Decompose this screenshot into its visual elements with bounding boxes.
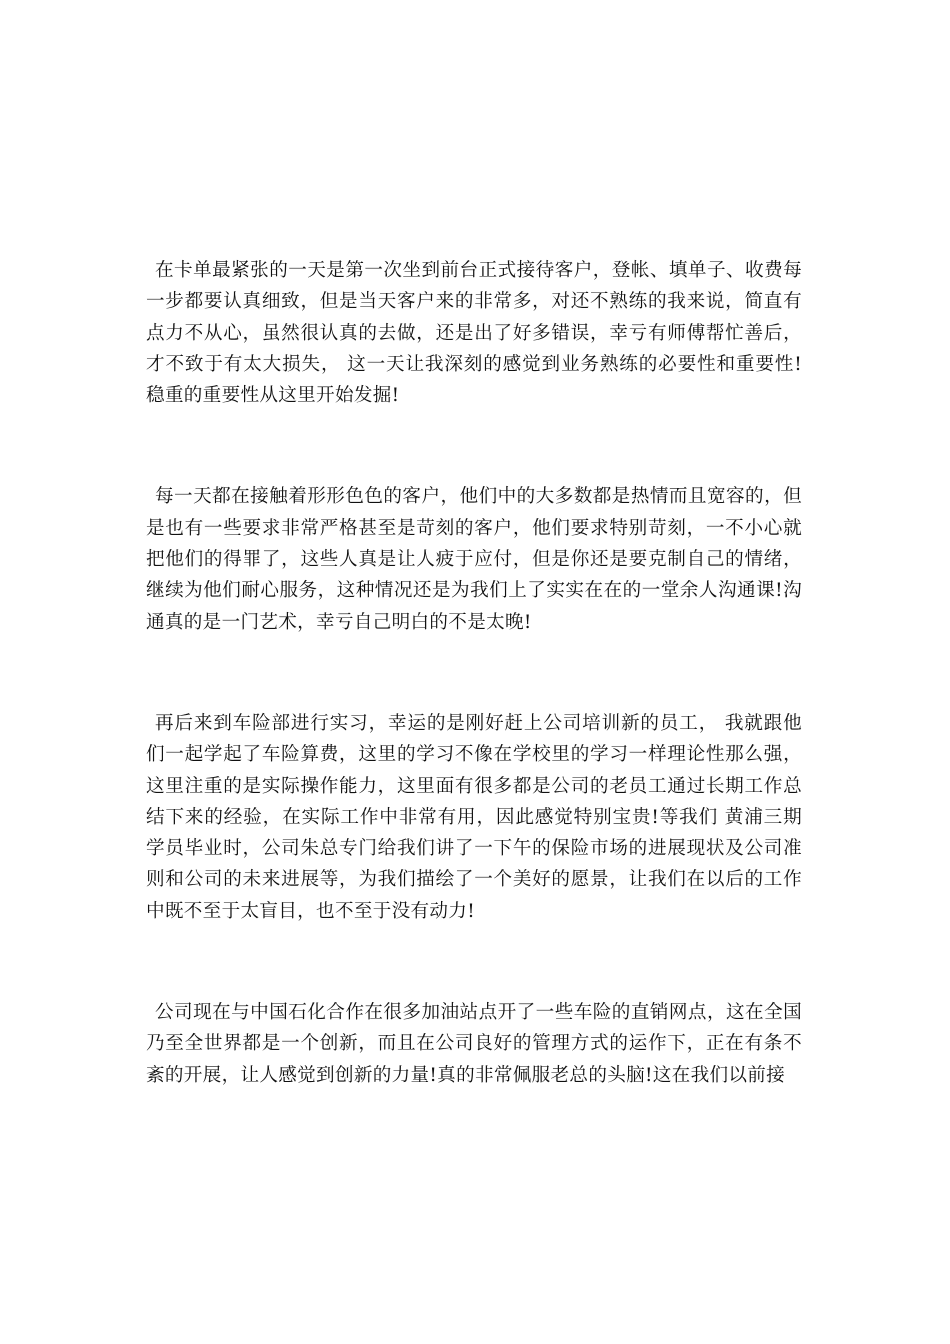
paragraph-4: 公司现在与中国石化合作在很多加油站点开了一些车险的直销网点，这在全国乃至全世界都是一个创新，而且在公司良好的管理方式的运作下，正在有条不紊的开展，让人感觉到创新的力量!真的非常佩服老总的头脑!这在我们以前接 [146, 1002, 802, 1086]
document-body [146, 255, 802, 1091]
paragraph-1: 在卡单最紧张的一天是第一次坐到前台正式接待客户，登帐、填单子、收费每一步都要认真细致，但是当天客户来的非常多，对还不熟练的我来说，简直有点力不从心，虽然很认真的去做，还是出了好多错误，幸亏有师傅帮忙善后，才不致于有太大损失， 这一天让我深刻的感觉到业务熟练的必要性和重要性!稳重的重要性从这里开始发掘! [146, 260, 802, 407]
paragraph-3: 再后来到车险部进行实习，幸运的是刚好赶上公司培训新的员工， 我就跟他们一起学起了车险算费，这里的学习不像在学校里的学习一样理论性那么强，这里注重的是实际操作能力，这里面有很多都是公司的老员工通过长期工作总结下来的经验，在实际工作中非常有用，因此感觉特别宝贵!等我们 黄浦三期学员毕业时，公司朱总专门给我们讲了一下午的保险市场的进展现状及公司准则和公司的未来进展等，为我们描绘了一个美好的愿景，让我们在以后的工作中既不至于太盲目，也不至于没有动力! [146, 712, 802, 922]
paragraph-2: 每一天都在接触着形形色色的客户，他们中的大多数都是热情而且宽容的，但是也有一些要求非常严格甚至是苛刻的客户，他们要求特别苛刻，一不小心就把他们的得罪了，这些人真是让人疲于应付，但是你还是要克制自己的情绪，继续为他们耐心服务，这种情况还是为我们上了实实在在的一堂余人沟通课!沟通真的是一门艺术，幸亏自己明白的不是太晚! [146, 486, 802, 633]
